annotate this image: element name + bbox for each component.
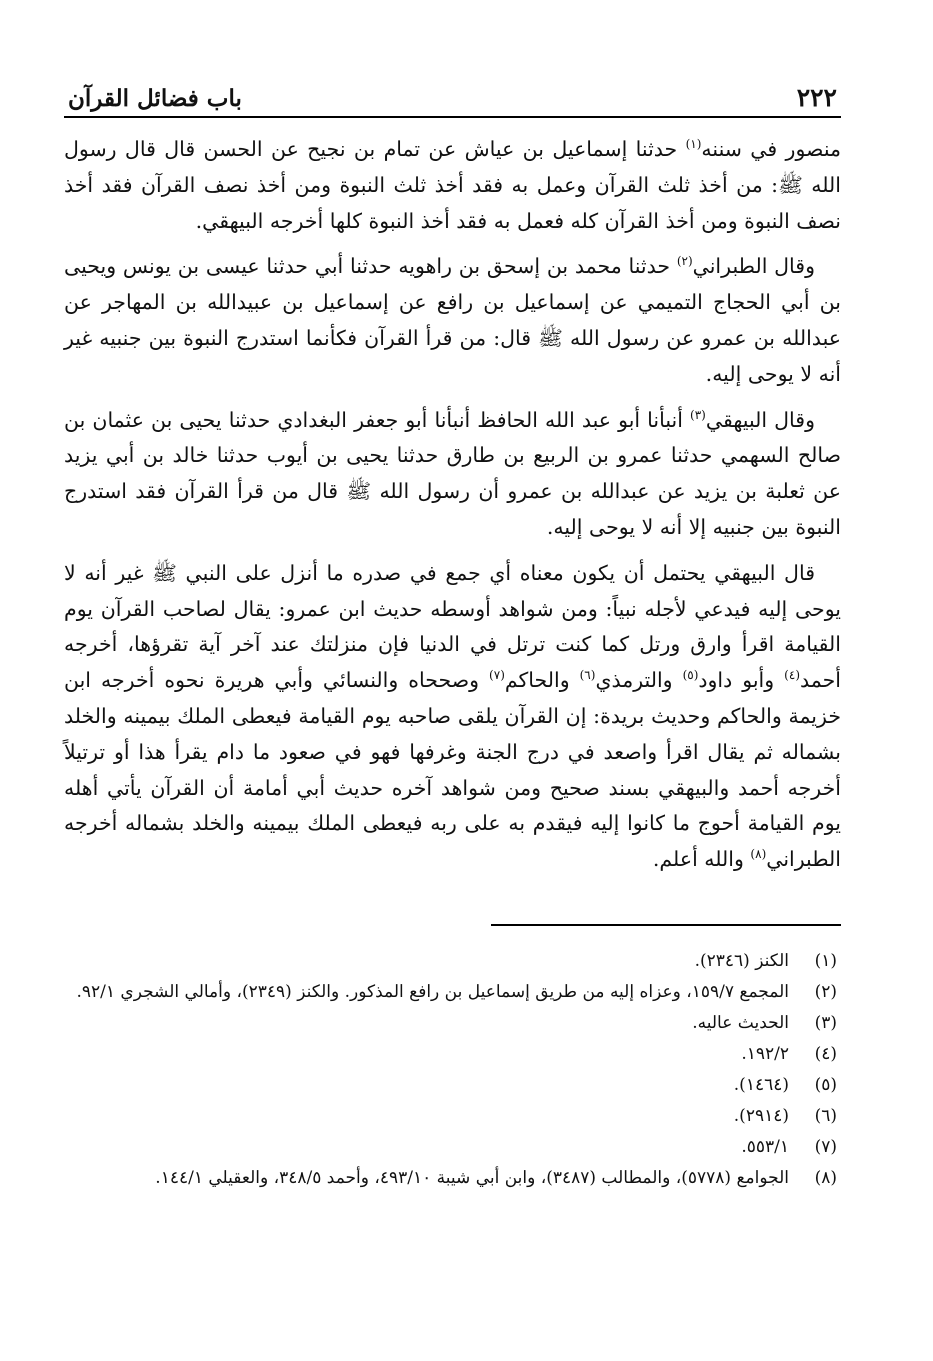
footnote-text: الكنز (٢٣٤٦). (694, 950, 789, 971)
paragraph-4-text-c: والترمذي (595, 668, 683, 693)
book-page (64, 70, 841, 1196)
footnotes (64, 948, 841, 1191)
footnote-1 (64, 948, 837, 974)
footnote-number: (٨) (814, 1167, 837, 1188)
footnote-6 (64, 1103, 837, 1129)
footnote-ref-4[interactable]: (٤) (784, 668, 800, 683)
footnote-text: ٥٥٣/١. (741, 1136, 789, 1157)
footnote-5 (64, 1072, 837, 1098)
page-number: ٢٢٢ (796, 83, 837, 112)
running-header (64, 70, 841, 118)
paragraph-1-text-b: حدثنا إسماعيل بن عياش عن تمام بن نجيح عن الحسن قال قال رسول الله ﷺ: من أخذ ثلث القرآن وعمل به فقد أخذ ثلث النبوة ومن أخذ نصف القرآن فقد أخذ نصف النبوة ومن أخذ القرآن كله فعمل به فقد أخذ النبوة كلها أخرجه البيهقي. (64, 137, 841, 233)
footnote-text: المجمع ١٥٩/٧، وعزاه إليه من طريق إسماعيل بن رافع المذكور. والكنز (٢٣٤٩)، وأمالي الشجري ٩٢/١. (76, 981, 789, 1002)
footnote-text: (٢٩١٤). (733, 1105, 789, 1126)
footnote-text: (١٤٦٤). (733, 1074, 789, 1095)
footnote-text: ١٩٢/٢. (741, 1043, 789, 1064)
footnote-text: الحديث عاليه. (692, 1012, 789, 1033)
footnote-ref-8[interactable]: (٨) (750, 847, 767, 862)
footnote-number: (٥) (814, 1074, 837, 1095)
paragraph-4 (64, 556, 841, 878)
footnote-number: (٦) (814, 1105, 837, 1126)
paragraph-4-text-a: قال البيهقي يحتمل أن يكون معناه أي جمع في صدره ما أنزل على النبي ﷺ غير أنه لا يوحى إليه فيدعي لأجله نبياً: ومن شواهد أوسطه حديث ابن عمرو: يقال لصاحب القرآن يوم القيامة اقرأ وارق ورتل كما كنت ترتل في الدنيا فإن منزلتك عند آخر آية تقرؤها، أخرجه أحمد (64, 560, 841, 693)
paragraph-2-text-b: حدثنا محمد بن إسحق بن راهويه حدثنا أبي حدثنا عيسى بن يونس ويحيى بن أبي الحجاج التميمي عن إسماعيل بن رافع عن إسماعيل بن عبيدالله بن المهاجر عن عبدالله بن عمرو عن رسول الله ﷺ قال: من قرأ القرآن فكأنما استدرج النبوة بين جنبيه غير أنه لا يوحى إليه. (64, 254, 841, 386)
footnote-ref-2[interactable]: (٢) (676, 254, 693, 269)
footnote-number: (٤) (814, 1043, 837, 1064)
footnote-8 (64, 1165, 837, 1191)
footnote-ref-1[interactable]: (١) (685, 137, 702, 152)
footnote-number: (٢) (814, 981, 837, 1002)
footnote-separator-area (64, 924, 841, 926)
paragraph-4-text-f: والله أعلم. (652, 847, 751, 872)
footnote-ref-5[interactable]: (٥) (682, 668, 699, 683)
footnote-3 (64, 1010, 837, 1036)
footnote-4 (64, 1041, 837, 1067)
footnote-ref-6[interactable]: (٦) (579, 668, 596, 683)
paragraph-1-text-a: منصور في سننه (701, 137, 841, 161)
paragraph-1 (64, 132, 841, 239)
paragraph-4-text-d: والحاكم (504, 668, 580, 693)
paragraph-4-text-b: وأبو داود (698, 668, 785, 693)
paragraph-3 (64, 403, 841, 546)
footnote-2 (64, 979, 837, 1005)
paragraph-3-text-b: أنبأنا أبو عبد الله الحافظ أنبأنا أبو جعفر البغدادي حدثنا يحيى بن عثمان بن صالح السهمي حدثنا عمرو بن الربيع بن طارق حدثنا يحيى بن أيوب حدثنا خالد بن أبي يزيد عن ثعلبة بن يزيد عن عبدالله بن عمرو أن رسول الله ﷺ قال من قرأ القرآن فقد استدرج النبوة بين جنبيه إلا أنه لا يوحى إليه. (64, 407, 841, 539)
footnote-7 (64, 1134, 837, 1160)
footnote-number: (١) (814, 950, 837, 971)
footnote-number: (٣) (814, 1012, 837, 1033)
paragraph-2 (64, 249, 841, 392)
paragraph-4-text-e: وصححاه والنسائي وأبي هريرة نحوه أخرجه ابن خزيمة والحاكم وحديث بريدة: إن القرآن يلقى صاحبه يوم القيامة فيعطى الملك بيمينه والخلد بشماله ثم يقال اقرأ واصعد في درج الجنة وغرفها فهو في صعود ما دام يقرأ هذا أو ترتيلاً أخرجه أحمد والبيهقي بسند صحيح ومن شواهد آخره حديث أبي أمامة أن القرآن يأتي أهله يوم القيامة أحوج ما كانوا إليه فيقدم به على ربه فيعطى الملك بيمينه والخلد بشماله أخرجه الطبراني (64, 668, 841, 872)
main-text (64, 132, 841, 878)
paragraph-2-text-a: وقال الطبراني (692, 254, 815, 279)
footnote-ref-7[interactable]: (٧) (489, 668, 505, 683)
chapter-title: باب فضائل القرآن (68, 85, 242, 112)
footnote-text: الجوامع (٥٧٧٨)، والمطالب (٣٤٨٧)، وابن أبي شيبة ٤٩٣/١٠، وأحمد ٣٤٨/٥، والعقيلي ١٤٤/١. (155, 1167, 789, 1188)
footnote-number: (٧) (814, 1136, 837, 1157)
footnote-separator (491, 924, 841, 926)
footnote-ref-3[interactable]: (٣) (690, 407, 706, 422)
paragraph-3-text-a: وقال البيهقي (705, 407, 815, 432)
